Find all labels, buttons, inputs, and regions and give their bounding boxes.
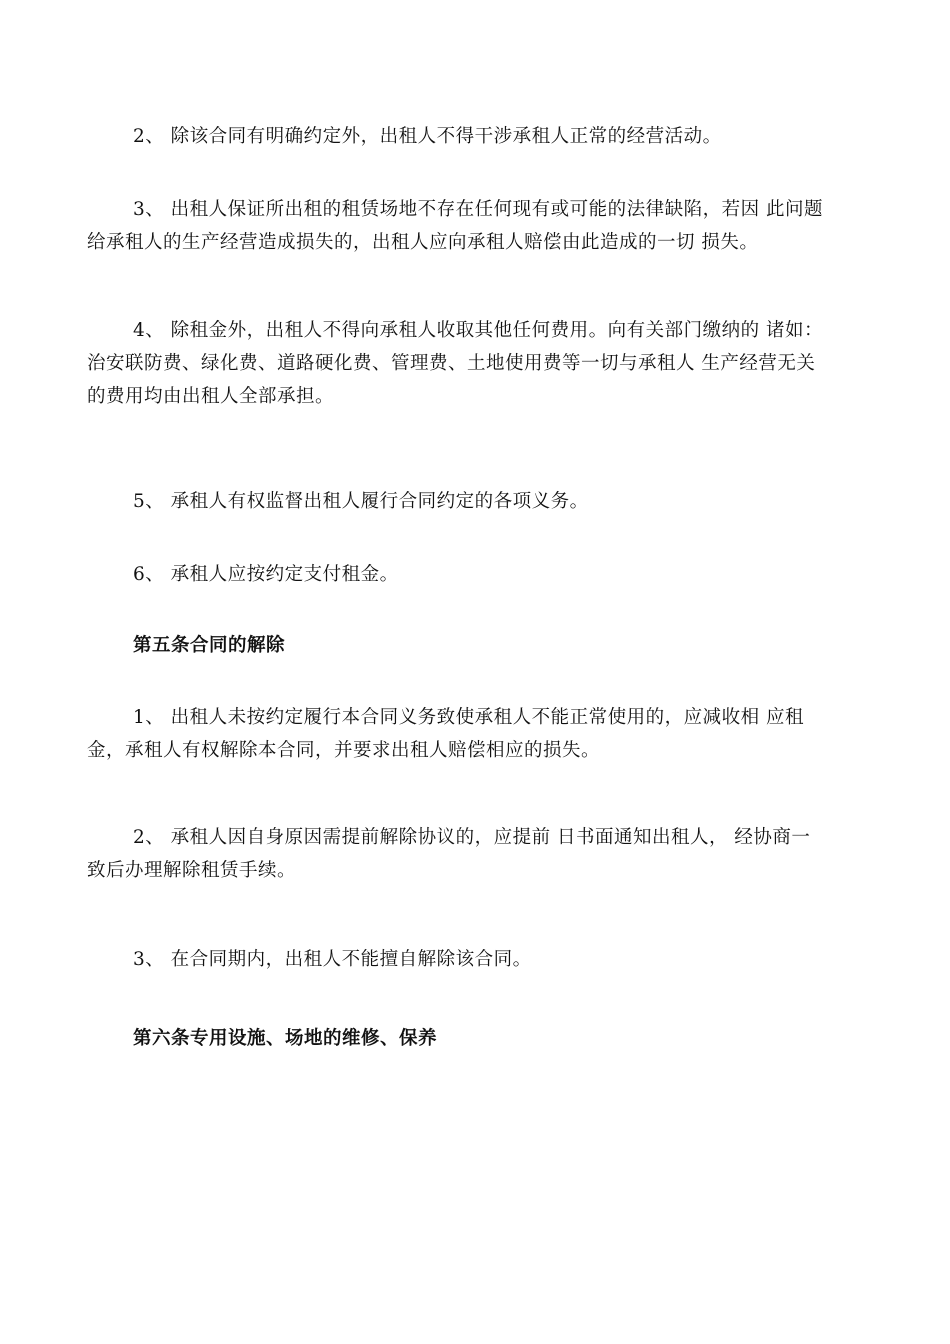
paragraph-obligation-2 xyxy=(87,120,877,153)
paragraph-line: 6、 承租人应按约定支付租金。 xyxy=(133,564,399,585)
paragraph-line: 1、 出租人未按约定履行本合同义务致使承租人不能正常使用的，应减收相 应租 xyxy=(133,707,805,728)
article5-paragraph-2 xyxy=(87,821,877,887)
article5-paragraph-3 xyxy=(87,943,877,976)
paragraph-line: 3、 在合同期内，出租人不能擅自解除该合同。 xyxy=(133,949,532,970)
paragraph-line: 致后办理解除租赁手续。 xyxy=(87,860,297,881)
paragraph-line: 5、 承租人有权监督出租人履行合同约定的各项义务。 xyxy=(133,491,589,512)
paragraph-line: 3、 出租人保证所出租的租赁场地不存在任何现有或可能的法律缺陷，若因 此问题 xyxy=(133,199,824,220)
paragraph-line: 金，承租人有权解除本合同，并要求出租人赔偿相应的损失。 xyxy=(87,740,601,761)
paragraph-supervise-5 xyxy=(87,485,877,518)
paragraph-line: 给承租人的生产经营造成损失的，出租人应向承租人赔偿由此造成的一切 损失。 xyxy=(87,232,759,253)
article6-heading: 第六条专用设施、场地的维修、保养 xyxy=(133,1028,438,1049)
article5-heading: 第五条合同的解除 xyxy=(133,635,286,656)
paragraph-fees-4 xyxy=(87,314,877,413)
paragraph-line: 2、 除该合同有明确约定外，出租人不得干涉承租人正常的经营活动。 xyxy=(133,126,722,147)
article5-paragraph-1 xyxy=(87,701,877,767)
paragraph-line: 的费用均由出租人全部承担。 xyxy=(87,386,335,407)
paragraph-line: 4、 除租金外，出租人不得向承租人收取其他任何费用。向有关部门缴纳的 诸如： xyxy=(133,320,824,341)
paragraph-line: 2、 承租人因自身原因需提前解除协议的，应提前 日书面通知出租人， 经协商一 xyxy=(133,827,811,848)
paragraph-pay-rent-6 xyxy=(87,558,877,591)
paragraph-line: 治安联防费、绿化费、道路硬化费、管理费、土地使用费等一切与承租人 生产经营无关 xyxy=(87,353,816,374)
paragraph-guarantee-3 xyxy=(87,193,877,259)
